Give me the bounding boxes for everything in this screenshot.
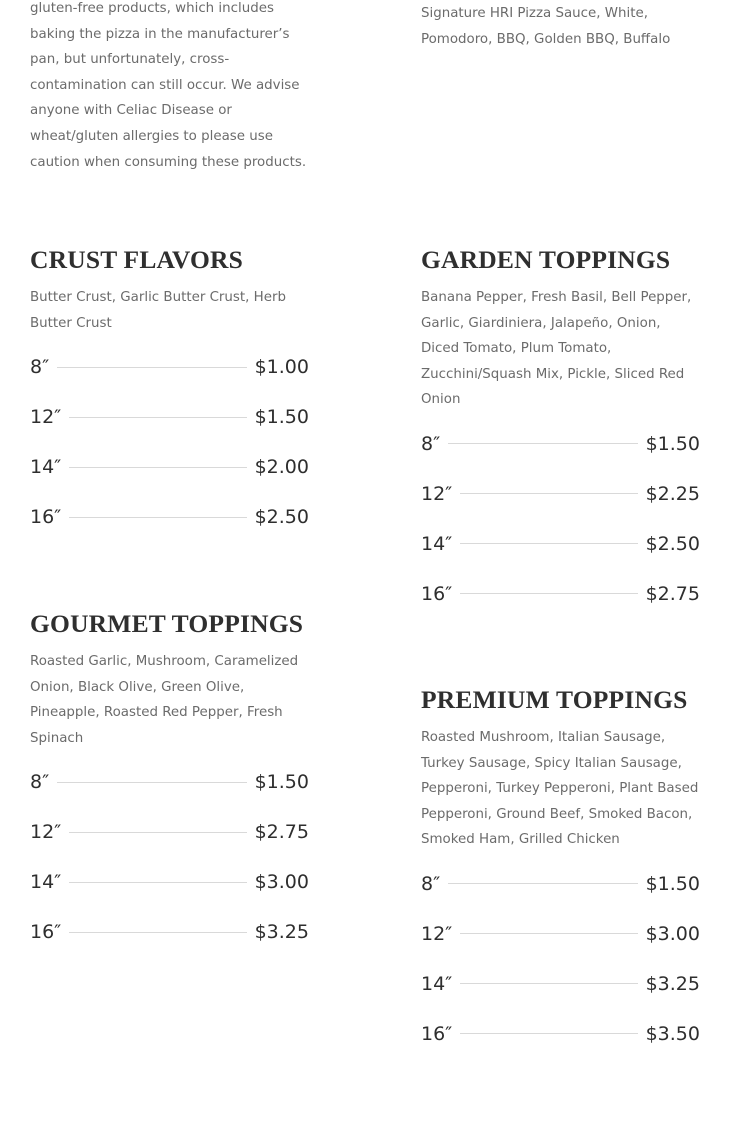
leader-line — [460, 593, 637, 594]
price-list — [30, 342, 309, 542]
price-row — [421, 1009, 700, 1059]
price-value: $1.50 — [645, 432, 700, 455]
section-title: GOURMET TOPPINGS — [30, 609, 304, 638]
price-row — [30, 392, 309, 442]
price-value: $3.25 — [645, 972, 700, 995]
section-description: Roasted Mushroom, Italian Sausage, Turkey Sausage, Spicy Italian Sausage, Pepperoni, Turkey Pepperoni, Plant Based Pepperoni, Ground Beef, Smoked Bacon, Smoked Ham, Grilled Chicken — [421, 730, 699, 848]
size-label: 8″ — [30, 771, 50, 794]
size-label: 14″ — [30, 871, 62, 894]
price-row — [30, 807, 309, 857]
leader-line — [448, 443, 637, 444]
price-value: $2.50 — [254, 506, 309, 529]
section-title: PREMIUM TOPPINGS — [421, 685, 688, 714]
premium-toppings-section — [421, 685, 700, 1059]
price-value: $2.75 — [645, 582, 700, 605]
size-label: 16″ — [30, 506, 62, 529]
price-row — [30, 492, 309, 542]
size-label: 8″ — [421, 872, 441, 895]
price-list — [421, 419, 700, 619]
size-label: 12″ — [421, 482, 453, 505]
leader-line — [57, 782, 246, 783]
size-label: 12″ — [30, 821, 62, 844]
size-label: 14″ — [30, 456, 62, 479]
price-list — [30, 757, 309, 957]
leader-line — [448, 883, 637, 884]
allergen-notice-text: gluten-free products, which includes baking the pizza in the manufacturer’s pan, but unfortunately, cross-contamination can still occur. We advise anyone with Celiac Disease or wheat/gluten allergies to please use caution when consuming these products. — [30, 1, 307, 170]
size-label: 16″ — [421, 1022, 453, 1045]
price-value: $3.50 — [645, 1022, 700, 1045]
price-row — [421, 959, 700, 1009]
garden-toppings-section — [421, 245, 700, 619]
size-label: 8″ — [421, 432, 441, 455]
price-value: $2.75 — [254, 821, 309, 844]
price-value: $3.00 — [254, 871, 309, 894]
price-row — [421, 419, 700, 469]
price-row — [30, 442, 309, 492]
section-description: Roasted Garlic, Mushroom, Caramelized Onion, Black Olive, Green Olive, Pineapple, Roasted Red Pepper, Fresh Spinach — [30, 654, 299, 746]
crust-flavors-section — [30, 245, 309, 542]
leader-line — [460, 1033, 637, 1034]
price-value: $3.25 — [254, 921, 309, 944]
price-value: $1.50 — [254, 771, 309, 794]
leader-line — [57, 367, 246, 368]
allergen-notice — [30, 0, 309, 175]
leader-line — [69, 882, 246, 883]
leader-line — [460, 933, 637, 934]
size-label: 14″ — [421, 532, 453, 555]
price-row — [421, 569, 700, 619]
section-title: GARDEN TOPPINGS — [421, 245, 671, 274]
price-value: $1.00 — [254, 356, 309, 379]
size-label: 12″ — [30, 406, 62, 429]
price-row — [30, 342, 309, 392]
leader-line — [69, 932, 246, 933]
price-value: $1.50 — [254, 406, 309, 429]
leader-line — [69, 517, 246, 518]
price-row — [421, 469, 700, 519]
sauce-list-text: Signature HRI Pizza Sauce, White, Pomodoro, BBQ, Golden BBQ, Buffalo — [421, 6, 671, 47]
size-label: 16″ — [30, 921, 62, 944]
price-row — [30, 857, 309, 907]
size-label: 12″ — [421, 922, 453, 945]
size-label: 14″ — [421, 972, 453, 995]
price-row — [421, 909, 700, 959]
price-row — [421, 859, 700, 909]
leader-line — [460, 493, 637, 494]
leader-line — [69, 832, 246, 833]
sauce-list — [421, 1, 700, 52]
price-list — [421, 859, 700, 1059]
leader-line — [460, 543, 637, 544]
price-value: $1.50 — [645, 872, 700, 895]
section-description: Butter Crust, Garlic Butter Crust, Herb Butter Crust — [30, 290, 286, 331]
size-label: 8″ — [30, 356, 50, 379]
size-label: 16″ — [421, 582, 453, 605]
price-value: $2.50 — [645, 532, 700, 555]
price-value: $3.00 — [645, 922, 700, 945]
section-description: Banana Pepper, Fresh Basil, Bell Pepper, Garlic, Giardiniera, Jalapeño, Onion, Diced Tomato, Plum Tomato, Zucchini/Squash Mix, Pickle, Sliced Red Onion — [421, 290, 692, 408]
leader-line — [69, 467, 246, 468]
price-row — [30, 757, 309, 807]
leader-line — [460, 983, 637, 984]
gourmet-toppings-section — [30, 609, 309, 957]
leader-line — [69, 417, 246, 418]
price-row — [30, 907, 309, 957]
section-title: CRUST FLAVORS — [30, 245, 243, 274]
price-row — [421, 519, 700, 569]
price-value: $2.00 — [254, 456, 309, 479]
price-value: $2.25 — [645, 482, 700, 505]
